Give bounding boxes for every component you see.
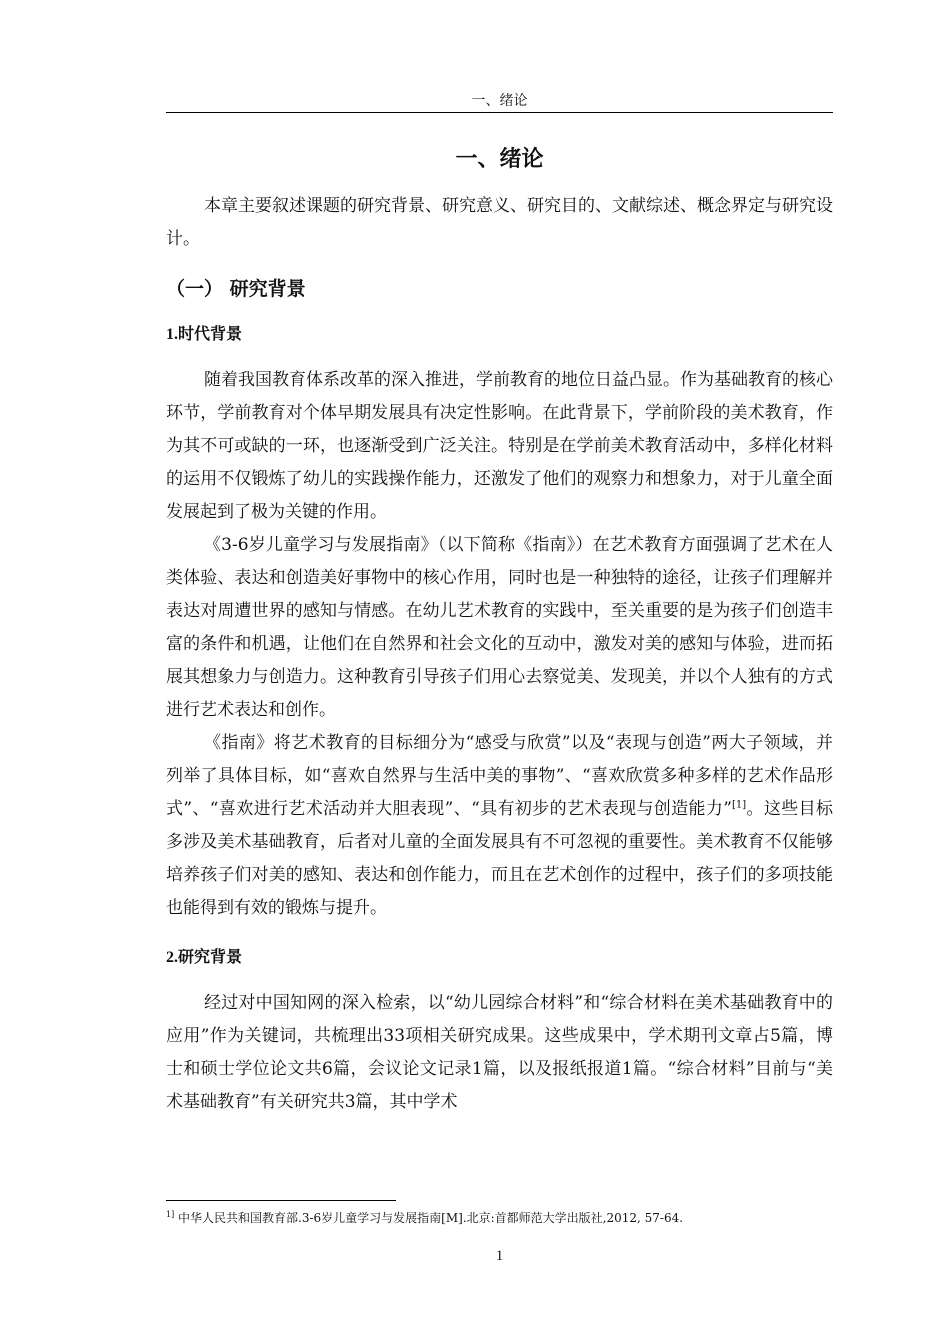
footnote-marker: 1] <box>166 1210 175 1219</box>
page-body <box>166 142 833 1119</box>
chapter-title: 一、绪论 <box>455 147 544 172</box>
paragraph-era-2: 《3-6岁儿童学习与发展指南》（以下简称《指南》）在艺术教育方面强调了艺术在人类体验、表达和创造美好事物中的核心作用，同时也是一种独特的途径，让孩子们理解并表达对周遭世界的感知与情感。在幼儿艺术教育的实践中，至关重要的是为孩子们创造丰富的条件和机遇，让他们在自然界和社会文化的互动中，激发对美的感知与体验，进而拓展其想象力与创造力。这种教育引导孩子们用心去察觉美、发现美，并以个人独有的方式进行艺术表达和创作。 <box>166 535 833 720</box>
section-title-research-background: （一） 研究背景 <box>166 278 306 300</box>
footnote-divider <box>166 1200 396 1201</box>
citation-ref[interactable]: [1] <box>731 799 747 811</box>
paragraph-research-1: 经过对中国知网的深入检索，以“幼儿园综合材料”和“综合材料在美术基础教育中的应用”作为关键词，共梳理出33项相关研究成果。这些成果中，学术期刊文章占5篇，博士和硕士学位论文共6篇，会议论文记录1篇，以及报纸报道1篇。“综合材料”目前与“美术基础教育”有关研究共3篇，其中学术 <box>166 993 833 1112</box>
subsection-title-research-background: 2.研究背景 <box>166 949 243 966</box>
footnote <box>166 1210 833 1226</box>
paragraph-era-3-part2: 。这些目标多涉及美术基础教育，后者对儿童的全面发展具有不可忽视的重要性。美术教育不仅能够培养孩子们对美的感知、表达和创作能力，而且在艺术创作的过程中，孩子们的多项技能也能得到有效的锻炼与提升。 <box>166 799 833 918</box>
paragraph-era-3-part1: 《指南》将艺术教育的目标细分为“感受与欣赏”以及“表现与创造”两大子领域，并列举了具体目标，如“喜欢自然界与生活中美的事物”、“喜欢欣赏多种多样的艺术作品形式”、“喜欢进行艺术活动并大胆表现”、“具有初步的艺术表现与创造能力” <box>166 733 833 819</box>
paragraph-era-3 <box>166 727 833 925</box>
paragraph-era-1: 随着我国教育体系改革的深入推进，学前教育的地位日益凸显。作为基础教育的核心环节，学前教育对个体早期发展具有决定性影响。在此背景下，学前阶段的美术教育，作为其不可或缺的一环，也逐渐受到广泛关注。特别是在学前美术教育活动中，多样化材料的运用不仅锻炼了幼儿的实践操作能力，还激发了他们的观察力和想象力，对于儿童全面发展起到了极为关键的作用。 <box>166 370 833 522</box>
subsection-title-era-background: 1.时代背景 <box>166 326 243 343</box>
footnote-text: 中华人民共和国教育部.3-6岁儿童学习与发展指南[M].北京:首都师范大学出版社,2012, 57-64. <box>174 1211 684 1225</box>
header-divider <box>166 112 833 113</box>
page-number: 1 <box>495 1248 504 1264</box>
running-header: 一、绪论 <box>471 93 528 109</box>
chapter-intro: 本章主要叙述课题的研究背景、研究意义、研究目的、文献综述、概念界定与研究设计。 <box>166 196 833 249</box>
